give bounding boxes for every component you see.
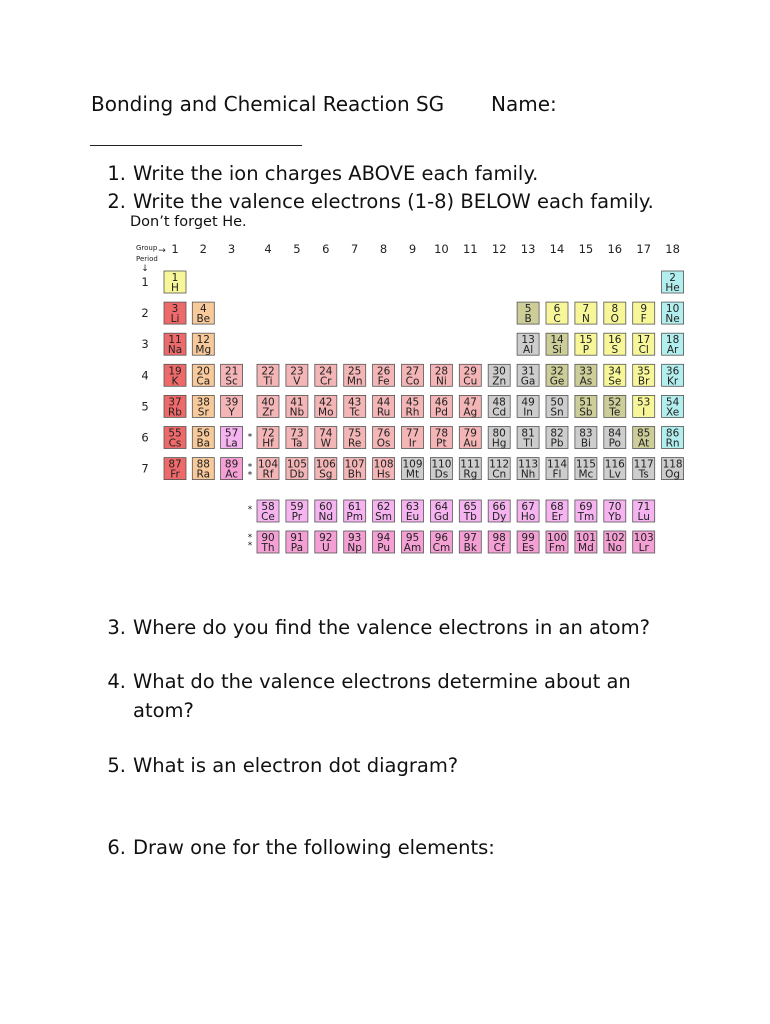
element-number: 28 — [434, 365, 449, 378]
element-symbol: Zr — [262, 406, 274, 419]
element-number: 66 — [492, 501, 506, 513]
name-label: Name: — [491, 92, 557, 116]
element-number: 84 — [608, 427, 622, 440]
element-number: 108 — [373, 458, 394, 471]
element-number: 44 — [376, 396, 391, 409]
element-number: 106 — [315, 458, 336, 471]
element-symbol: Pt — [436, 437, 447, 450]
element-symbol: Li — [170, 313, 180, 326]
group-number: 15 — [578, 242, 594, 256]
element-symbol: F — [640, 313, 647, 326]
period-label: Period — [136, 255, 158, 263]
element-number: 18 — [665, 334, 680, 347]
element-number: 118 — [662, 458, 683, 471]
element-symbol: W — [320, 437, 331, 450]
element-number: 2 — [669, 272, 676, 284]
element-number: 62 — [376, 501, 391, 513]
element-symbol: Rg — [463, 468, 478, 481]
element-number: 9 — [640, 303, 648, 316]
period-number: 4 — [141, 368, 149, 383]
element-number: 113 — [518, 458, 539, 471]
element-symbol: Th — [261, 542, 275, 554]
element-symbol: Og — [665, 468, 681, 481]
element-symbol: Sn — [550, 406, 564, 419]
element-symbol: Ds — [434, 468, 449, 481]
element-symbol: Mo — [318, 406, 334, 419]
actinide-marker: * — [247, 462, 253, 473]
element-number: 4 — [199, 303, 207, 316]
element-number: 19 — [168, 365, 182, 378]
element-number: 34 — [608, 365, 622, 378]
element-number: 97 — [463, 532, 477, 544]
group-label: Group — [136, 244, 158, 252]
element-symbol: Ca — [196, 375, 211, 388]
element-number: 104 — [257, 458, 279, 471]
element-number: 33 — [579, 365, 593, 378]
element-number: 3 — [171, 303, 179, 316]
element-symbol: H — [171, 282, 179, 294]
actinide-row-marker: * — [247, 541, 253, 551]
element-symbol: Fm — [548, 542, 566, 554]
element-symbol: Rb — [168, 406, 182, 419]
element-symbol: Sc — [225, 375, 238, 388]
group-number: 7 — [351, 242, 359, 256]
element-symbol: Mg — [195, 344, 212, 357]
element-number: 51 — [579, 396, 593, 409]
element-symbol: Bh — [347, 468, 362, 481]
element-number: 67 — [521, 501, 535, 513]
group-arrow-icon: → — [158, 246, 166, 256]
element-number: 71 — [637, 501, 651, 513]
element-symbol: Ts — [638, 468, 649, 481]
element-symbol: Cf — [493, 542, 505, 554]
element-symbol: Fe — [377, 375, 390, 388]
element-symbol: Er — [551, 511, 563, 523]
element-number: 13 — [521, 334, 535, 347]
element-number: 49 — [521, 396, 535, 409]
element-symbol: B — [524, 313, 532, 326]
element-number: 26 — [376, 365, 391, 378]
element-number: 91 — [290, 532, 304, 544]
lanthanide-row-marker: * — [247, 505, 253, 515]
element-symbol: Co — [405, 375, 420, 388]
element-number: 38 — [196, 396, 210, 409]
element-number: 75 — [348, 427, 362, 440]
element-number: 90 — [261, 532, 275, 544]
element-number: 73 — [290, 427, 304, 440]
element-number: 59 — [290, 501, 304, 513]
element-symbol: Ho — [520, 511, 536, 523]
element-symbol: Yb — [608, 511, 622, 523]
element-number: 52 — [608, 396, 622, 409]
element-number: 65 — [463, 501, 477, 513]
element-symbol: Mn — [346, 375, 363, 388]
element-number: 100 — [546, 532, 568, 544]
group-number: 14 — [549, 242, 565, 256]
element-symbol: Xe — [666, 406, 680, 419]
element-number: 55 — [168, 427, 182, 440]
group-number: 6 — [322, 242, 330, 256]
group-number: 2 — [199, 242, 207, 256]
element-number: 61 — [348, 501, 362, 513]
period-number: 2 — [141, 306, 149, 321]
group-number: 12 — [491, 242, 507, 256]
element-number: 7 — [582, 303, 590, 316]
period-number: 6 — [141, 430, 149, 445]
element-symbol: Se — [608, 375, 622, 388]
element-symbol: Ag — [463, 406, 478, 419]
element-symbol: Hg — [491, 437, 507, 450]
element-number: 37 — [168, 396, 182, 409]
element-number: 88 — [196, 458, 210, 471]
element-symbol: Es — [522, 542, 535, 554]
element-symbol: Pd — [434, 406, 448, 419]
element-number: 42 — [319, 396, 333, 409]
element-symbol: Y — [228, 406, 235, 419]
element-number: 29 — [463, 365, 477, 378]
element-number: 48 — [492, 396, 506, 409]
element-number: 103 — [633, 532, 654, 544]
element-number: 22 — [261, 365, 275, 378]
element-number: 110 — [431, 458, 452, 471]
element-symbol: Cu — [463, 375, 478, 388]
element-symbol: Te — [609, 406, 621, 419]
element-symbol: Ac — [225, 468, 238, 481]
element-number: 56 — [196, 427, 210, 440]
element-symbol: Pb — [550, 437, 564, 450]
element-symbol: At — [638, 437, 650, 450]
element-number: 109 — [402, 458, 423, 471]
element-number: 6 — [553, 303, 561, 316]
element-symbol: Bi — [580, 437, 591, 450]
element-number: 116 — [604, 458, 625, 471]
element-number: 114 — [546, 458, 568, 471]
group-number: 18 — [665, 242, 680, 256]
element-symbol: Ir — [408, 437, 417, 450]
element-number: 76 — [376, 427, 391, 440]
element-number: 112 — [489, 458, 510, 471]
element-symbol: As — [579, 375, 593, 388]
element-number: 57 — [224, 427, 239, 440]
element-symbol: Lu — [637, 511, 650, 523]
element-symbol: O — [610, 313, 619, 326]
element-symbol: Sr — [197, 406, 209, 419]
element-number: 93 — [348, 532, 362, 544]
element-symbol: C — [553, 313, 561, 326]
group-number: 8 — [379, 242, 388, 256]
element-symbol: V — [293, 375, 301, 388]
element-number: 83 — [579, 427, 593, 440]
element-symbol: Rn — [665, 437, 680, 450]
element-number: 82 — [550, 427, 564, 440]
element-symbol: Sg — [319, 468, 333, 481]
element-symbol: Pa — [290, 542, 304, 554]
period-number: 7 — [141, 461, 149, 476]
element-symbol: Rh — [405, 406, 420, 419]
element-symbol: Cr — [319, 375, 332, 388]
element-number: 87 — [168, 458, 182, 471]
group-number: 11 — [462, 242, 478, 256]
period-arrow-icon: ↓ — [141, 264, 149, 274]
element-number: 43 — [348, 396, 362, 409]
lanthanide-marker: * — [247, 432, 253, 443]
element-symbol: Bk — [463, 542, 477, 554]
element-number: 95 — [405, 532, 420, 544]
element-number: 15 — [579, 334, 593, 347]
element-symbol: Md — [578, 542, 594, 554]
element-number: 111 — [460, 458, 481, 471]
element-symbol: Zn — [492, 375, 507, 388]
element-number: 12 — [196, 334, 210, 347]
element-symbol: Lv — [608, 468, 621, 481]
group-number: 16 — [607, 242, 623, 256]
element-number: 14 — [550, 334, 564, 347]
element-number: 47 — [463, 396, 477, 409]
element-symbol: Ba — [196, 437, 211, 450]
element-symbol: Sm — [375, 511, 393, 523]
element-symbol: Ra — [196, 468, 211, 481]
group-number: 3 — [227, 242, 236, 256]
group-number: 1 — [171, 242, 179, 256]
element-number: 70 — [608, 501, 622, 513]
group-number: 4 — [264, 242, 272, 256]
element-number: 80 — [492, 427, 506, 440]
element-symbol: Ta — [291, 437, 303, 450]
element-number: 64 — [434, 501, 449, 513]
element-symbol: Cs — [168, 437, 182, 450]
element-number: 17 — [637, 334, 651, 347]
element-number: 69 — [579, 501, 593, 513]
element-symbol: Be — [196, 313, 211, 326]
element-symbol: Mc — [578, 468, 594, 481]
element-number: 24 — [319, 365, 333, 378]
element-symbol: Ga — [520, 375, 536, 388]
element-symbol: Am — [403, 542, 422, 554]
element-symbol: Ar — [666, 344, 679, 357]
element-number: 72 — [261, 427, 275, 440]
element-number: 5 — [524, 303, 532, 316]
element-symbol: Po — [608, 437, 621, 450]
element-number: 30 — [492, 365, 506, 378]
element-symbol: Nb — [289, 406, 305, 419]
element-symbol: P — [582, 344, 590, 357]
element-number: 74 — [319, 427, 333, 440]
element-number: 16 — [608, 334, 622, 347]
element-number: 96 — [434, 532, 449, 544]
element-symbol: Nd — [318, 511, 334, 523]
element-number: 35 — [637, 365, 651, 378]
element-symbol: S — [611, 344, 619, 357]
element-symbol: N — [581, 313, 590, 326]
element-number: 101 — [575, 532, 596, 544]
he-note: Don’t forget He. — [130, 214, 247, 230]
element-symbol: Ce — [261, 511, 275, 523]
element-symbol: Tm — [577, 511, 595, 523]
element-number: 23 — [290, 365, 304, 378]
element-number: 11 — [168, 334, 182, 347]
element-symbol: Ne — [665, 313, 680, 326]
element-number: 86 — [665, 427, 680, 440]
element-symbol: Np — [347, 542, 362, 554]
title-text: Bonding and Chemical Reaction SG — [91, 92, 445, 116]
group-number: 17 — [636, 242, 652, 256]
element-symbol: K — [171, 375, 179, 388]
element-number: 36 — [665, 365, 680, 378]
element-symbol: Na — [167, 344, 183, 357]
element-number: 8 — [611, 303, 619, 316]
element-symbol: No — [607, 542, 622, 554]
element-symbol: U — [321, 542, 330, 554]
element-number: 105 — [286, 458, 307, 471]
element-number: 27 — [405, 365, 420, 378]
period-number: 3 — [141, 337, 149, 352]
element-number: 21 — [224, 365, 239, 378]
element-symbol: Pm — [346, 511, 363, 523]
period-number: 1 — [141, 275, 149, 289]
element-symbol: I — [642, 406, 646, 419]
element-symbol: Cn — [492, 468, 507, 481]
element-number: 45 — [405, 396, 420, 409]
element-symbol: Lr — [638, 542, 649, 554]
element-symbol: Pr — [291, 511, 303, 523]
group-number: 9 — [408, 242, 417, 256]
element-number: 81 — [521, 427, 535, 440]
element-symbol: La — [225, 437, 238, 450]
element-number: 98 — [492, 532, 506, 544]
element-symbol: Gd — [433, 511, 449, 523]
element-symbol: Au — [463, 437, 478, 450]
element-number: 40 — [261, 396, 275, 409]
element-number: 41 — [290, 396, 304, 409]
element-symbol: Ni — [436, 375, 447, 388]
element-symbol: Hf — [262, 437, 274, 450]
group-number: 5 — [293, 242, 301, 256]
element-number: 85 — [637, 427, 651, 440]
element-number: 107 — [344, 458, 365, 471]
element-symbol: Tl — [523, 437, 533, 450]
element-number: 50 — [550, 396, 564, 409]
element-number: 54 — [665, 396, 680, 409]
element-symbol: In — [523, 406, 533, 419]
element-symbol: Fr — [170, 468, 180, 481]
element-symbol: Ge — [549, 375, 565, 388]
element-symbol: Mt — [405, 468, 420, 481]
element-symbol: Cm — [432, 542, 451, 554]
actinide-marker: * — [247, 470, 253, 481]
element-symbol: Ti — [263, 375, 273, 388]
element-number: 39 — [224, 396, 239, 409]
actinide-row-marker: * — [247, 533, 253, 543]
element-number: 32 — [550, 365, 564, 378]
element-symbol: Al — [523, 344, 534, 357]
element-symbol: Si — [552, 344, 562, 357]
element-symbol: He — [665, 282, 680, 294]
element-number: 77 — [405, 427, 420, 440]
element-symbol: Kr — [666, 375, 679, 388]
element-symbol: Ru — [376, 406, 391, 419]
element-symbol: Pu — [377, 542, 391, 554]
element-number: 10 — [665, 303, 680, 316]
element-number: 78 — [434, 427, 449, 440]
element-number: 115 — [575, 458, 596, 471]
element-symbol: Sb — [579, 406, 593, 419]
element-number: 1 — [171, 272, 179, 284]
element-number: 99 — [521, 532, 535, 544]
element-number: 79 — [463, 427, 477, 440]
element-symbol: Db — [289, 468, 305, 481]
element-symbol: Fl — [552, 468, 562, 481]
group-number: 13 — [520, 242, 536, 256]
element-number: 53 — [637, 396, 651, 409]
element-symbol: Tc — [349, 406, 360, 419]
element-symbol: Br — [637, 375, 650, 388]
element-symbol: Cl — [638, 344, 649, 357]
period-number: 5 — [141, 399, 149, 414]
element-symbol: Os — [376, 437, 391, 450]
element-symbol: Re — [348, 437, 362, 450]
element-number: 25 — [348, 365, 362, 378]
element-symbol: Nh — [520, 468, 536, 481]
element-number: 102 — [604, 532, 625, 544]
element-number: 92 — [319, 532, 333, 544]
group-number: 10 — [434, 242, 449, 256]
element-symbol: Dy — [492, 511, 507, 523]
element-number: 60 — [319, 501, 333, 513]
element-number: 94 — [376, 532, 391, 544]
element-symbol: Eu — [405, 511, 420, 523]
element-symbol: Tb — [463, 511, 477, 523]
element-number: 63 — [405, 501, 420, 513]
element-symbol: Hs — [376, 468, 391, 481]
element-number: 31 — [521, 365, 535, 378]
element-number: 68 — [550, 501, 564, 513]
element-number: 89 — [224, 458, 239, 471]
element-number: 46 — [434, 396, 449, 409]
element-symbol: Rf — [262, 468, 274, 481]
element-number: 58 — [261, 501, 275, 513]
element-number: 20 — [196, 365, 210, 378]
element-symbol: Cd — [492, 406, 507, 419]
element-number: 117 — [633, 458, 654, 471]
